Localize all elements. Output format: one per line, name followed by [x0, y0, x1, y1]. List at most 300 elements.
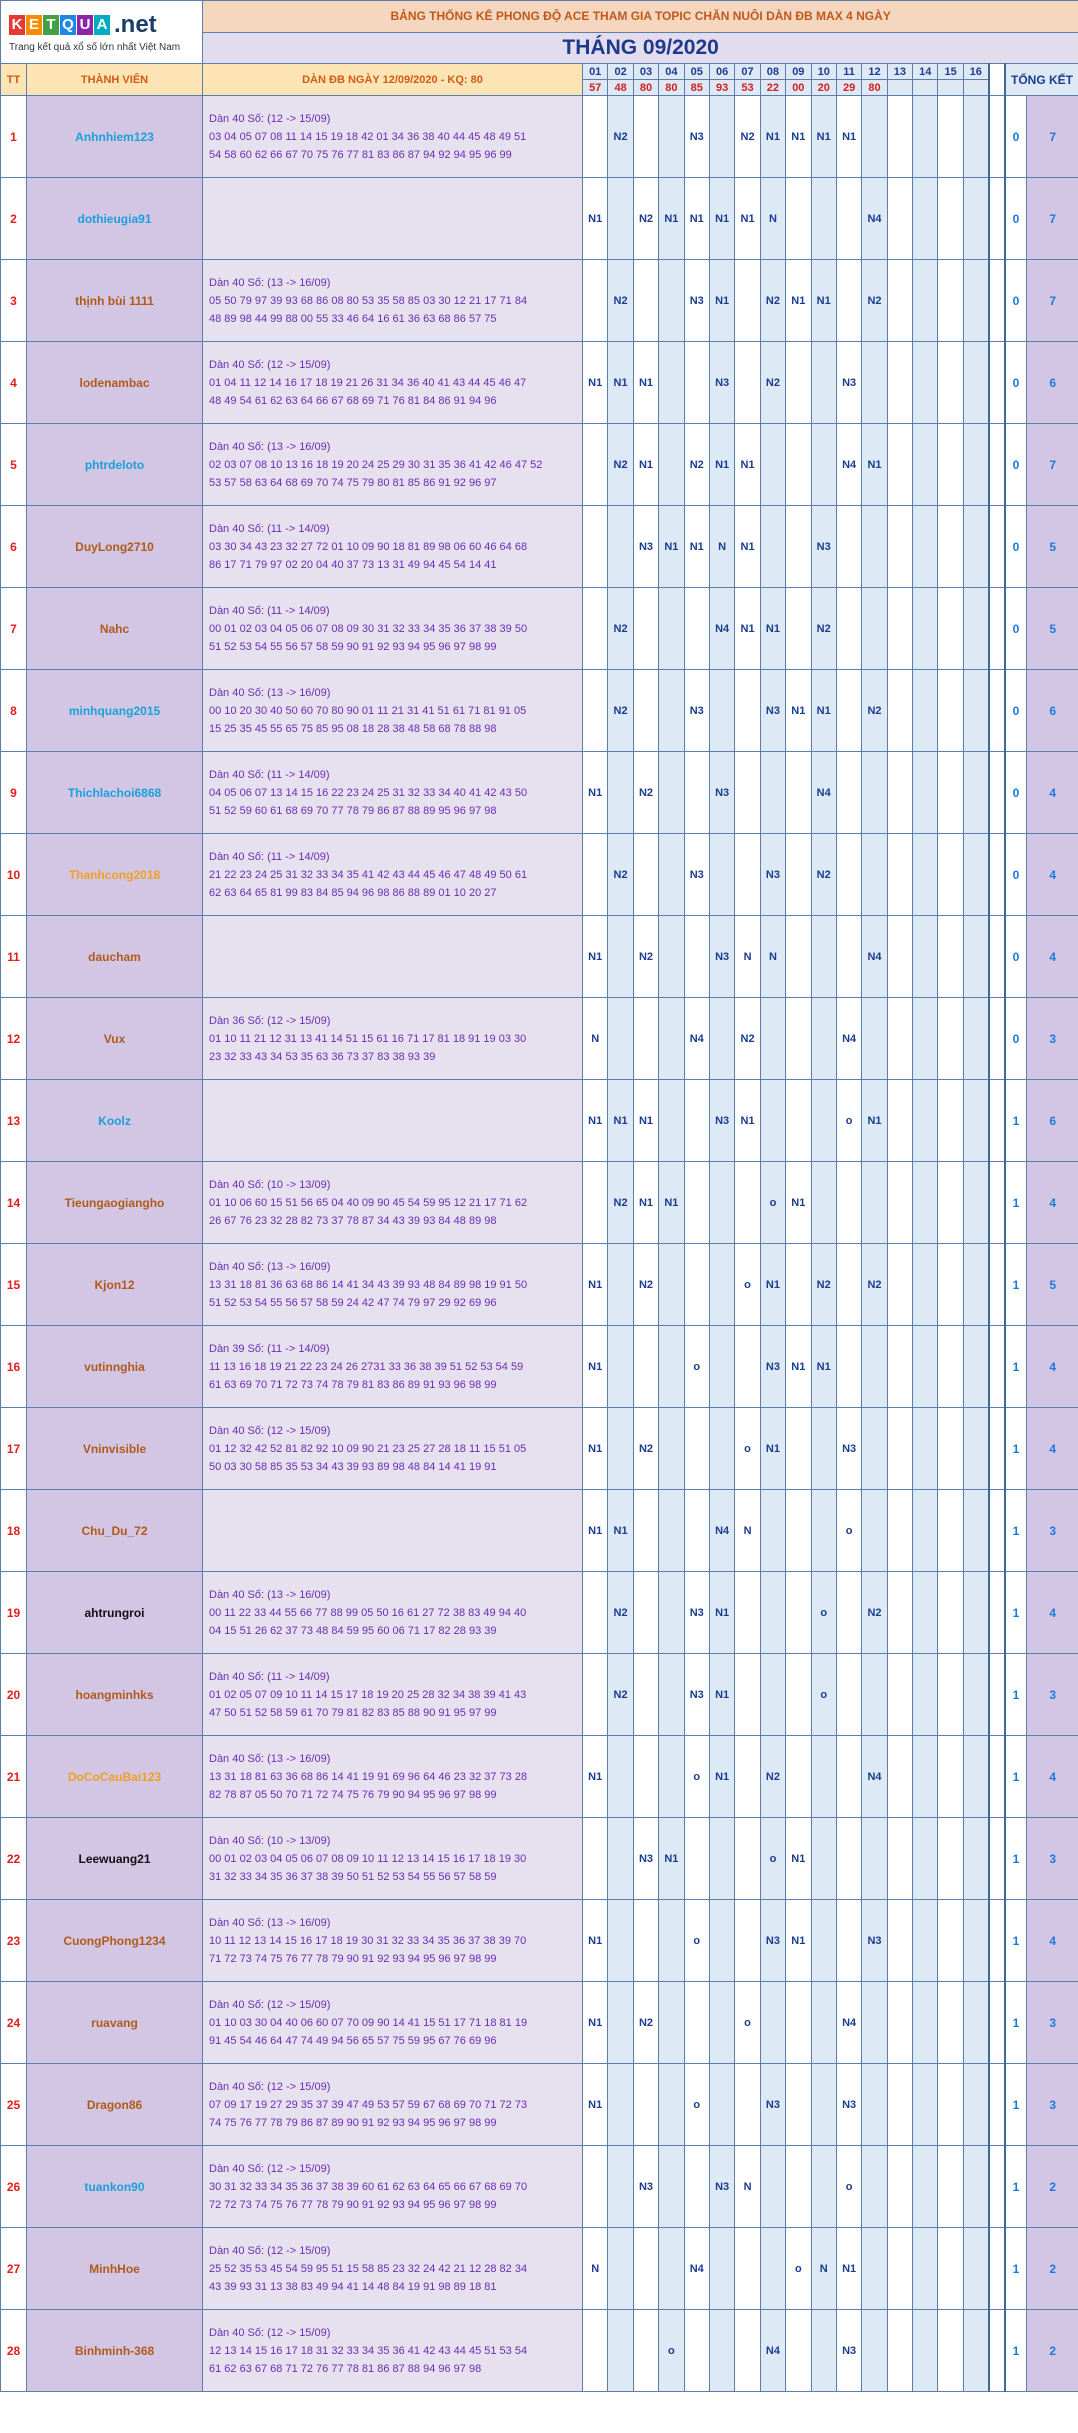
day-cell: [684, 1982, 709, 2064]
score-total: 4: [1027, 834, 1078, 916]
day-cell: N1: [709, 1572, 734, 1654]
day-cell: N4: [836, 998, 861, 1080]
day-cell: [633, 670, 658, 752]
member-name[interactable]: vutinnghia: [27, 1326, 203, 1408]
score-total: 3: [1027, 1654, 1078, 1736]
day-cell: [583, 670, 608, 752]
day-cell: [836, 260, 861, 342]
score-total: 7: [1027, 178, 1078, 260]
row-number: 24: [1, 1982, 27, 2064]
day-cell: [735, 1900, 760, 1982]
day-cell: [811, 424, 836, 506]
day-cell: [786, 1654, 811, 1736]
day-cell: [786, 178, 811, 260]
day-cell: [684, 1244, 709, 1326]
score-hits: 0: [1005, 260, 1027, 342]
day-cell: [786, 916, 811, 998]
member-name[interactable]: ahtrungroi: [27, 1572, 203, 1654]
score-total: 2: [1027, 2310, 1078, 2392]
day-cell: [633, 2228, 658, 2310]
day-cell: [608, 2228, 633, 2310]
day-header: 14: [913, 64, 938, 80]
member-name[interactable]: Binhminh-368: [27, 2310, 203, 2392]
day-cell: N1: [659, 1162, 684, 1244]
day-cell: [836, 670, 861, 752]
day-cell: N1: [735, 588, 760, 670]
day-cell: [913, 424, 938, 506]
day-cell: N1: [684, 178, 709, 260]
day-cell: [811, 1900, 836, 1982]
day-cell: [786, 506, 811, 588]
day-cell: [659, 588, 684, 670]
day-cell: [709, 1982, 734, 2064]
day-cell: [913, 96, 938, 178]
day-cell: [938, 506, 963, 588]
day-cell: N1: [583, 1326, 608, 1408]
day-cell: [684, 1162, 709, 1244]
day-cell: [963, 834, 988, 916]
day-cell: [938, 1900, 963, 1982]
day-cell: [887, 1490, 912, 1572]
day-cell: [709, 1408, 734, 1490]
header-dan: DÀN ĐB NGÀY 12/09/2020 - KQ: 80: [203, 64, 583, 96]
day-cell: [913, 834, 938, 916]
day-cell: [913, 1326, 938, 1408]
dan-numbers: Dàn 40 Số: (13 -> 16/09) 13 31 18 81 63 36 68 86 14 41 19 91 69 96 64 46 23 32 37 73 28 82 78 87 05 50 70 71 72 74 75 76 79 90 94 95 96 97 98 99: [203, 1736, 583, 1818]
day-cell: [709, 670, 734, 752]
day-cell: [659, 1572, 684, 1654]
day-cell: [811, 2146, 836, 2228]
day-cell: [811, 2310, 836, 2392]
score-total: 5: [1027, 1244, 1078, 1326]
day-cell: N3: [836, 1408, 861, 1490]
row-number: 9: [1, 752, 27, 834]
day-cell: [608, 1408, 633, 1490]
day-cell: [963, 2146, 988, 2228]
score-total: 4: [1027, 1408, 1078, 1490]
day-cell: [684, 588, 709, 670]
day-cell: N2: [608, 1572, 633, 1654]
logo-letter: K: [9, 15, 25, 35]
row-number: 28: [1, 2310, 27, 2392]
day-cell: [862, 2064, 887, 2146]
day-cell: N2: [633, 1982, 658, 2064]
day-cell: [913, 1244, 938, 1326]
day-cell: N1: [583, 342, 608, 424]
day-cell: N1: [633, 424, 658, 506]
table-row: [1, 342, 1078, 424]
day-cell: [862, 752, 887, 834]
table-row: [1, 178, 1078, 260]
day-cell: [735, 834, 760, 916]
row-number: 6: [1, 506, 27, 588]
day-cell: [836, 1162, 861, 1244]
day-cell: [887, 998, 912, 1080]
member-name[interactable]: DoCoCauBai123: [27, 1736, 203, 1818]
day-cell: [836, 588, 861, 670]
day-header: 09: [786, 64, 811, 80]
score-total: 4: [1027, 752, 1078, 834]
day-cell: [938, 1080, 963, 1162]
day-cell: [760, 752, 785, 834]
day-cell: [633, 260, 658, 342]
logo-letter: Q: [60, 15, 76, 35]
member-name[interactable]: Anhnhiem123: [27, 96, 203, 178]
score-hits: 1: [1005, 1162, 1027, 1244]
score-hits: 0: [1005, 96, 1027, 178]
day-cell: [913, 1490, 938, 1572]
day-cell: [608, 916, 633, 998]
day-result: 93: [709, 80, 734, 96]
day-cell: o: [659, 2310, 684, 2392]
table-row: [1, 916, 1078, 998]
day-cell: [659, 2064, 684, 2146]
day-cell: N3: [811, 506, 836, 588]
day-cell: N1: [583, 2064, 608, 2146]
day-result: 80: [862, 80, 887, 96]
day-result: [938, 80, 963, 96]
day-cell: N2: [760, 342, 785, 424]
day-cell: N2: [633, 916, 658, 998]
day-cell: [913, 752, 938, 834]
day-cell: [659, 342, 684, 424]
row-number: 26: [1, 2146, 27, 2228]
score-hits: 0: [1005, 998, 1027, 1080]
day-cell: [709, 1900, 734, 1982]
day-result: 53: [735, 80, 760, 96]
day-cell: N1: [709, 424, 734, 506]
day-cell: o: [836, 2146, 861, 2228]
day-cell: [786, 1408, 811, 1490]
day-cell: o: [735, 1982, 760, 2064]
dan-numbers: Dàn 40 Số: (12 -> 15/09) 07 09 17 19 27 29 35 37 39 47 49 53 57 59 67 68 69 70 71 72 73 74 75 76 77 78 79 86 87 89 90 91 92 93 94 95 96 97 98 99: [203, 2064, 583, 2146]
day-cell: [735, 1654, 760, 1736]
day-cell: N3: [836, 2064, 861, 2146]
score-hits: 0: [1005, 178, 1027, 260]
day-cell: N1: [811, 1326, 836, 1408]
dan-numbers: Dàn 40 Số: (11 -> 14/09) 00 01 02 03 04 05 06 07 08 09 30 31 32 33 34 35 36 37 38 39 50 51 52 53 54 55 56 57 58 59 90 91 92 93 94 95 96 97 98 99: [203, 588, 583, 670]
day-cell: [862, 2228, 887, 2310]
gap-cell: [989, 260, 1005, 342]
member-name[interactable]: Chu_Du_72: [27, 1490, 203, 1572]
day-cell: N1: [786, 1326, 811, 1408]
member-name[interactable]: Nahc: [27, 588, 203, 670]
day-cell: N1: [811, 670, 836, 752]
member-name[interactable]: MinhHoe: [27, 2228, 203, 2310]
gap-cell: [989, 2310, 1005, 2392]
table-row: [1, 260, 1078, 342]
dan-numbers: Dàn 40 Số: (10 -> 13/09) 00 01 02 03 04 05 06 07 08 09 10 11 12 13 14 15 16 17 18 19 30 31 32 33 34 35 36 37 38 39 50 51 52 53 54 55 56 57 58 59: [203, 1818, 583, 1900]
day-cell: [913, 506, 938, 588]
member-name[interactable]: lodenambac: [27, 342, 203, 424]
table-row: [1, 96, 1078, 178]
day-cell: [811, 2064, 836, 2146]
day-cell: N2: [862, 260, 887, 342]
day-cell: [760, 1654, 785, 1736]
score-total: 6: [1027, 670, 1078, 752]
day-cell: [913, 1818, 938, 1900]
day-cell: [887, 96, 912, 178]
day-cell: [963, 2064, 988, 2146]
day-header: 03: [633, 64, 658, 80]
member-name[interactable]: CuongPhong1234: [27, 1900, 203, 1982]
day-cell: [913, 1982, 938, 2064]
row-number: 14: [1, 1162, 27, 1244]
day-cell: N2: [633, 1244, 658, 1326]
day-cell: N1: [659, 506, 684, 588]
day-cell: [735, 1162, 760, 1244]
day-cell: N1: [659, 1818, 684, 1900]
day-cell: N4: [862, 178, 887, 260]
day-cell: [836, 916, 861, 998]
gap-cell: [989, 424, 1005, 506]
day-cell: [583, 1572, 608, 1654]
score-total: 4: [1027, 1162, 1078, 1244]
member-name[interactable]: daucham: [27, 916, 203, 998]
day-cell: N3: [709, 1080, 734, 1162]
day-cell: [760, 998, 785, 1080]
member-name[interactable]: tuankon90: [27, 2146, 203, 2228]
score-total: 4: [1027, 916, 1078, 998]
day-cell: [633, 998, 658, 1080]
day-cell: [709, 2064, 734, 2146]
day-cell: [786, 834, 811, 916]
table-row: [1, 1408, 1078, 1490]
day-cell: N3: [684, 670, 709, 752]
row-number: 7: [1, 588, 27, 670]
score-total: 3: [1027, 1490, 1078, 1572]
day-cell: N1: [836, 96, 861, 178]
day-result: 85: [684, 80, 709, 96]
member-name[interactable]: minhquang2015: [27, 670, 203, 752]
member-name[interactable]: Vninvisible: [27, 1408, 203, 1490]
day-cell: [862, 1490, 887, 1572]
logo-suffix: .net: [114, 11, 157, 38]
logo[interactable]: [1, 1, 203, 64]
day-cell: N: [583, 998, 608, 1080]
table-row: [1, 834, 1078, 916]
day-cell: [887, 2146, 912, 2228]
day-cell: [862, 588, 887, 670]
day-cell: [887, 1818, 912, 1900]
member-name[interactable]: ruavang: [27, 1982, 203, 2064]
day-cell: [913, 1900, 938, 1982]
row-number: 16: [1, 1326, 27, 1408]
day-cell: [659, 1490, 684, 1572]
day-cell: [913, 2146, 938, 2228]
day-cell: [887, 670, 912, 752]
table-row: [1, 588, 1078, 670]
score-hits: 0: [1005, 506, 1027, 588]
day-cell: [811, 342, 836, 424]
day-cell: N1: [583, 1080, 608, 1162]
member-name[interactable]: Kjon12: [27, 1244, 203, 1326]
day-cell: [811, 1490, 836, 1572]
row-number: 18: [1, 1490, 27, 1572]
day-cell: N1: [633, 1080, 658, 1162]
day-cell: [963, 670, 988, 752]
day-cell: [786, 424, 811, 506]
day-result: 29: [836, 80, 861, 96]
day-cell: N1: [862, 1080, 887, 1162]
day-header: 16: [963, 64, 988, 80]
day-cell: [735, 2064, 760, 2146]
day-cell: [684, 1818, 709, 1900]
day-cell: [735, 670, 760, 752]
day-cell: N4: [836, 424, 861, 506]
day-cell: [963, 1162, 988, 1244]
day-cell: [583, 1162, 608, 1244]
day-cell: [659, 670, 684, 752]
day-cell: [887, 588, 912, 670]
score-hits: 1: [1005, 2310, 1027, 2392]
row-number: 21: [1, 1736, 27, 1818]
dan-numbers: Dàn 40 Số: (11 -> 14/09) 01 02 05 07 09 10 11 14 15 17 18 19 20 25 28 32 34 38 39 41 43 47 50 51 52 58 59 61 70 79 81 82 83 85 88 90 91 95 97 99: [203, 1654, 583, 1736]
day-cell: [938, 916, 963, 998]
day-cell: [862, 2146, 887, 2228]
day-cell: [608, 1326, 633, 1408]
day-header: 08: [760, 64, 785, 80]
day-cell: [963, 1326, 988, 1408]
day-cell: N1: [836, 2228, 861, 2310]
day-cell: [938, 1162, 963, 1244]
row-number: 15: [1, 1244, 27, 1326]
day-cell: N2: [608, 834, 633, 916]
gap-cell: [989, 1736, 1005, 1818]
day-cell: [913, 260, 938, 342]
day-cell: N1: [862, 424, 887, 506]
day-cell: [862, 96, 887, 178]
score-hits: 0: [1005, 752, 1027, 834]
score-hits: 1: [1005, 2228, 1027, 2310]
day-cell: [735, 2310, 760, 2392]
table-row: [1, 1982, 1078, 2064]
day-cell: [786, 1490, 811, 1572]
day-cell: N1: [608, 342, 633, 424]
day-cell: [608, 752, 633, 834]
table-row: [1, 1736, 1078, 1818]
row-number: 5: [1, 424, 27, 506]
day-cell: [913, 1572, 938, 1654]
table-row: [1, 506, 1078, 588]
day-cell: [963, 260, 988, 342]
day-cell: [963, 96, 988, 178]
dan-numbers: Dàn 40 Số: (13 -> 16/09) 10 11 12 13 14 15 16 17 18 19 30 31 32 33 34 35 36 37 38 39 70 71 72 73 74 75 76 77 78 79 90 91 92 93 94 95 96 97 98 99: [203, 1900, 583, 1982]
day-cell: [760, 1572, 785, 1654]
day-cell: [709, 1162, 734, 1244]
member-name[interactable]: Thichlachoi6868: [27, 752, 203, 834]
day-cell: N2: [633, 1408, 658, 1490]
member-name[interactable]: Dragon86: [27, 2064, 203, 2146]
day-cell: N3: [684, 260, 709, 342]
day-cell: [938, 178, 963, 260]
dan-numbers: Dàn 40 Số: (13 -> 16/09) 05 50 79 97 39 93 68 86 08 80 53 35 58 85 03 30 12 21 17 71 84 48 89 98 44 99 88 00 55 33 46 64 16 61 36 63 68 86 57 75: [203, 260, 583, 342]
score-total: 2: [1027, 2146, 1078, 2228]
gap-cell: [989, 1080, 1005, 1162]
day-cell: [760, 424, 785, 506]
day-cell: N1: [811, 260, 836, 342]
score-hits: 1: [1005, 1982, 1027, 2064]
day-cell: N2: [760, 1736, 785, 1818]
member-name[interactable]: DuyLong2710: [27, 506, 203, 588]
day-cell: [735, 2228, 760, 2310]
day-cell: [963, 342, 988, 424]
table-row: [1, 1326, 1078, 1408]
score-total: 2: [1027, 2228, 1078, 2310]
member-name[interactable]: thịnh bùi 1111: [27, 260, 203, 342]
day-cell: N1: [684, 506, 709, 588]
score-total: 4: [1027, 1326, 1078, 1408]
day-cell: N4: [709, 1490, 734, 1572]
day-cell: N: [735, 916, 760, 998]
member-name[interactable]: Leewuang21: [27, 1818, 203, 1900]
day-cell: [887, 2064, 912, 2146]
gap-cell: [989, 916, 1005, 998]
day-cell: [583, 2146, 608, 2228]
day-cell: [862, 342, 887, 424]
header-total: TỔNG KẾT: [1005, 64, 1078, 96]
dan-numbers: Dàn 40 Số: (11 -> 14/09) 03 30 34 43 23 32 27 72 01 10 09 90 18 81 89 98 06 60 46 64 68 86 17 71 79 97 02 20 04 40 37 73 13 31 49 94 45 54 14 41: [203, 506, 583, 588]
member-name[interactable]: Tieungaogiangho: [27, 1162, 203, 1244]
day-cell: [963, 588, 988, 670]
score-hits: 1: [1005, 2146, 1027, 2228]
day-header: 07: [735, 64, 760, 80]
row-number: 3: [1, 260, 27, 342]
day-cell: [659, 1654, 684, 1736]
day-cell: [938, 834, 963, 916]
table-row: [1, 1654, 1078, 1736]
day-cell: [583, 96, 608, 178]
month-title: THÁNG 09/2020: [203, 32, 1078, 64]
member-name[interactable]: Vux: [27, 998, 203, 1080]
day-cell: [963, 1736, 988, 1818]
day-cell: N1: [760, 588, 785, 670]
score-hits: 0: [1005, 424, 1027, 506]
day-cell: o: [735, 1244, 760, 1326]
day-cell: N1: [735, 424, 760, 506]
dan-numbers: Dàn 40 Số: (11 -> 14/09) 21 22 23 24 25 31 32 33 34 35 41 42 43 44 45 46 47 48 49 50 61 62 63 64 65 81 99 83 84 85 94 96 98 86 88 89 01 10 20 27: [203, 834, 583, 916]
member-name[interactable]: dothieugia91: [27, 178, 203, 260]
table-row: [1, 1818, 1078, 1900]
day-cell: [836, 506, 861, 588]
score-hits: 0: [1005, 916, 1027, 998]
day-cell: N1: [633, 1162, 658, 1244]
day-result: 00: [786, 80, 811, 96]
row-number: 19: [1, 1572, 27, 1654]
day-cell: [659, 1408, 684, 1490]
member-name[interactable]: Koolz: [27, 1080, 203, 1162]
day-cell: N3: [760, 1326, 785, 1408]
day-cell: [633, 1654, 658, 1736]
day-cell: [862, 2310, 887, 2392]
day-cell: [887, 1654, 912, 1736]
day-result: 22: [760, 80, 785, 96]
table-row: [1, 998, 1078, 1080]
member-name[interactable]: hoangminhks: [27, 1654, 203, 1736]
member-name[interactable]: phtrdeloto: [27, 424, 203, 506]
day-cell: [913, 342, 938, 424]
day-cell: [938, 2064, 963, 2146]
day-cell: [811, 1162, 836, 1244]
day-cell: [684, 752, 709, 834]
day-cell: [684, 1080, 709, 1162]
member-name[interactable]: Thanhcong2018: [27, 834, 203, 916]
day-cell: N2: [608, 670, 633, 752]
score-hits: 1: [1005, 1326, 1027, 1408]
day-cell: [887, 1982, 912, 2064]
table-row: [1, 2310, 1078, 2392]
day-cell: N1: [709, 178, 734, 260]
